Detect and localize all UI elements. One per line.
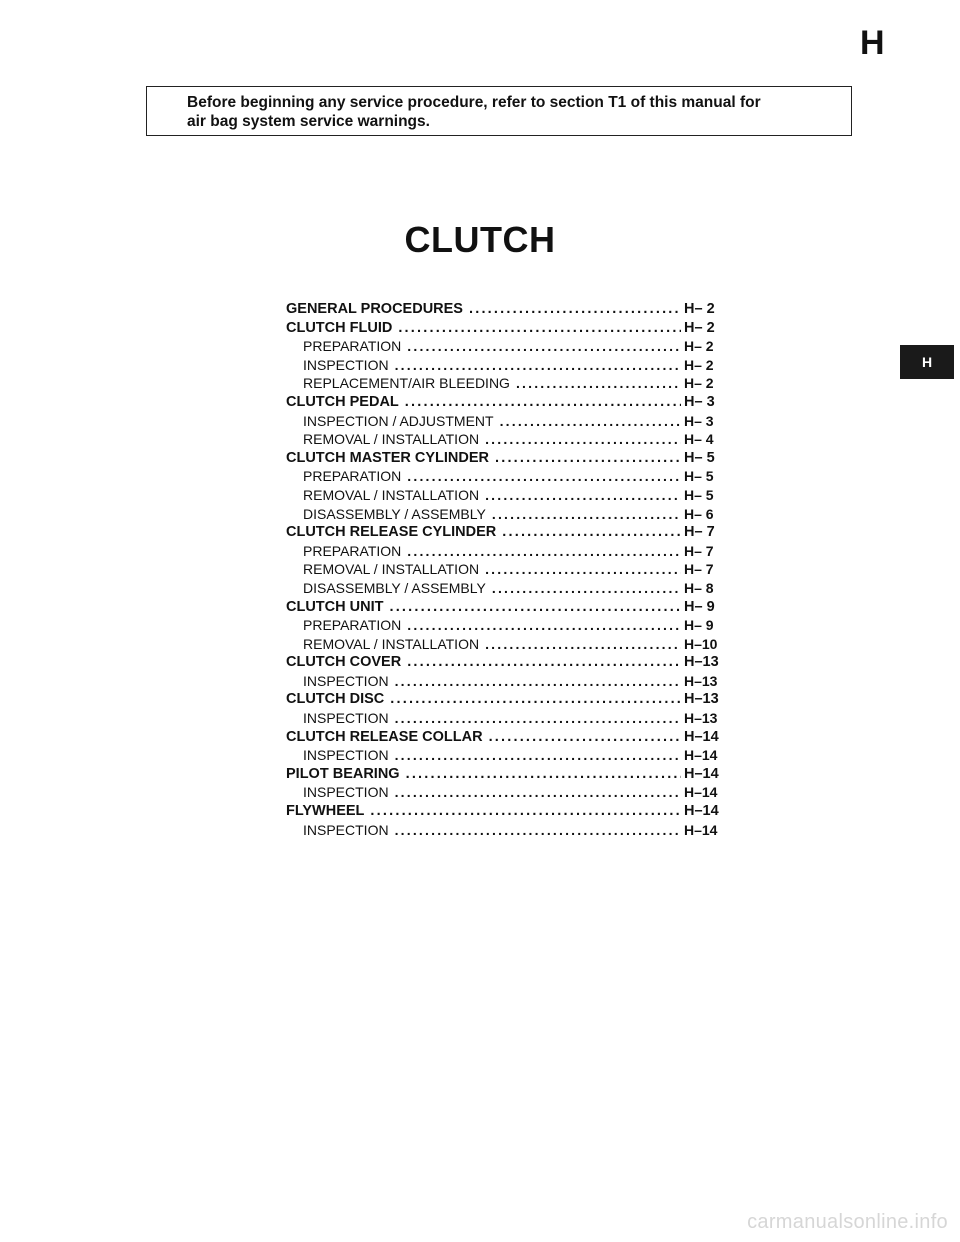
toc-entry-page: H– 7 [684, 524, 715, 541]
toc-entry-title: INSPECTION [303, 710, 389, 727]
toc-entry-title: PREPARATION [303, 468, 402, 485]
toc-dot-leader [398, 319, 681, 338]
toc-entry [286, 672, 726, 691]
toc-entry [286, 356, 726, 375]
toc-dot-leader [495, 449, 681, 468]
toc-dot-leader [405, 393, 681, 412]
toc-entry [286, 505, 726, 524]
toc-entry-title: CLUTCH FLUID [286, 319, 393, 336]
toc-entry-title: INSPECTION [303, 784, 389, 801]
toc-dot-leader [492, 505, 681, 524]
toc-dot-leader [407, 467, 681, 486]
toc-dot-leader [406, 765, 681, 784]
toc-entry [286, 579, 726, 598]
toc-entry [286, 746, 726, 765]
toc-entry-page: H– 5 [684, 468, 714, 485]
toc-entry-title: INSPECTION / ADJUSTMENT [303, 412, 494, 429]
notice-line-1: Before beginning any service procedure, refer to section T1 of this manual for [187, 94, 761, 111]
toc-entry [286, 783, 726, 802]
toc-entry [286, 393, 726, 412]
airbag-warning-notice [146, 86, 852, 136]
toc-entry [286, 467, 726, 486]
toc-entry-title: REMOVAL / INSTALLATION [303, 486, 480, 503]
toc-entry [286, 802, 726, 821]
toc-entry-title: PILOT BEARING [286, 765, 400, 782]
page-title: CLUTCH [404, 219, 556, 260]
toc-dot-leader [469, 300, 681, 319]
toc-entry-title: DISASSEMBLY / ASSEMBLY [303, 579, 486, 596]
toc-entry-page: H–13 [684, 710, 718, 727]
toc-entry-page: H–14 [684, 784, 718, 801]
toc-entry-title: INSPECTION [303, 356, 389, 373]
toc-entry-title: CLUTCH PEDAL [286, 393, 399, 410]
toc-entry-title: CLUTCH COVER [286, 654, 402, 671]
toc-entry [286, 337, 726, 356]
toc-dot-leader [395, 783, 681, 802]
toc-dot-leader [502, 523, 681, 542]
toc-entry-title: REMOVAL / INSTALLATION [303, 431, 480, 448]
table-of-contents [286, 300, 726, 839]
toc-entry-page: H– 2 [684, 319, 715, 336]
toc-entry-page: H– 9 [684, 598, 715, 615]
toc-entry [286, 821, 726, 840]
toc-entry [286, 653, 726, 672]
toc-entry-page: H–14 [684, 803, 719, 820]
toc-entry [286, 598, 726, 617]
toc-entry-page: H–14 [684, 728, 719, 745]
toc-entry-title: REMOVAL / INSTALLATION [303, 635, 480, 652]
toc-dot-leader [516, 374, 681, 393]
toc-entry-page: H–13 [684, 691, 719, 708]
section-letter: H [860, 24, 885, 62]
toc-entry-page: H–10 [684, 635, 718, 652]
toc-dot-leader [389, 598, 681, 617]
toc-dot-leader [370, 802, 681, 821]
toc-entry-title: PREPARATION [303, 338, 402, 355]
toc-entry-title: FLYWHEEL [286, 803, 365, 820]
toc-entry-page: H– 4 [684, 431, 714, 448]
toc-entry [286, 523, 726, 542]
toc-entry-page: H– 2 [684, 356, 714, 373]
toc-dot-leader [407, 616, 681, 635]
toc-entry [286, 616, 726, 635]
toc-entry-title: INSPECTION [303, 821, 389, 838]
toc-entry-title: INSPECTION [303, 672, 389, 689]
toc-entry-page: H– 3 [684, 393, 715, 410]
toc-entry [286, 300, 726, 319]
toc-entry-page: H– 3 [684, 412, 714, 429]
toc-dot-leader [407, 653, 681, 672]
toc-dot-leader [500, 412, 681, 431]
toc-entry-title: PREPARATION [303, 617, 402, 634]
watermark: carmanualsonline.info [747, 1211, 948, 1233]
toc-dot-leader [485, 486, 681, 505]
toc-dot-leader [407, 542, 681, 561]
toc-entry-title: REMOVAL / INSTALLATION [303, 561, 480, 578]
toc-dot-leader [485, 635, 681, 654]
toc-entry-page: H– 2 [684, 375, 714, 392]
toc-dot-leader [489, 728, 681, 747]
toc-entry-page: H– 8 [684, 579, 714, 596]
toc-entry [286, 709, 726, 728]
toc-entry [286, 430, 726, 449]
toc-entry-page: H– 7 [684, 561, 714, 578]
toc-entry-page: H– 7 [684, 542, 714, 559]
toc-dot-leader [395, 356, 681, 375]
toc-entry-page: H– 2 [684, 338, 714, 355]
toc-dot-leader [395, 746, 681, 765]
toc-dot-leader [485, 430, 681, 449]
toc-entry [286, 486, 726, 505]
toc-entry [286, 449, 726, 468]
toc-entry-title: DISASSEMBLY / ASSEMBLY [303, 505, 486, 522]
toc-entry-page: H–13 [684, 654, 719, 671]
toc-entry-title: CLUTCH RELEASE COLLAR [286, 728, 483, 745]
toc-entry-title: INSPECTION [303, 747, 389, 764]
toc-entry-page: H–13 [684, 672, 718, 689]
toc-entry-title: REPLACEMENT/AIR BLEEDING [303, 375, 510, 392]
toc-dot-leader [390, 690, 681, 709]
toc-entry [286, 765, 726, 784]
toc-dot-leader [485, 560, 681, 579]
toc-entry-page: H–14 [684, 765, 719, 782]
toc-entry-title: PREPARATION [303, 542, 402, 559]
toc-entry-page: H–14 [684, 821, 718, 838]
toc-entry-page: H– 6 [684, 505, 714, 522]
toc-entry-page: H– 2 [684, 301, 715, 317]
toc-entry-page: H– 5 [684, 449, 715, 466]
toc-entry-title: CLUTCH DISC [286, 691, 385, 708]
toc-entry-title: CLUTCH MASTER CYLINDER [286, 449, 489, 466]
toc-entry [286, 542, 726, 561]
toc-dot-leader [395, 709, 681, 728]
toc-entry [286, 319, 726, 338]
toc-entry-title: CLUTCH RELEASE CYLINDER [286, 524, 497, 541]
toc-dot-leader [407, 337, 681, 356]
toc-entry [286, 690, 726, 709]
toc-entry-title: GENERAL PROCEDURES [286, 301, 463, 317]
toc-entry-page: H– 9 [684, 617, 714, 634]
toc-entry-title: CLUTCH UNIT [286, 598, 384, 615]
toc-entry [286, 728, 726, 747]
toc-dot-leader [395, 821, 681, 840]
notice-line-2: air bag system service warnings. [187, 113, 430, 130]
toc-entry [286, 374, 726, 393]
toc-dot-leader [395, 672, 681, 691]
toc-entry [286, 635, 726, 654]
toc-dot-leader [492, 579, 681, 598]
toc-entry-page: H– 5 [684, 486, 714, 503]
toc-entry [286, 412, 726, 431]
toc-entry [286, 560, 726, 579]
section-tab: H [900, 345, 954, 379]
toc-entry-page: H–14 [684, 747, 718, 764]
